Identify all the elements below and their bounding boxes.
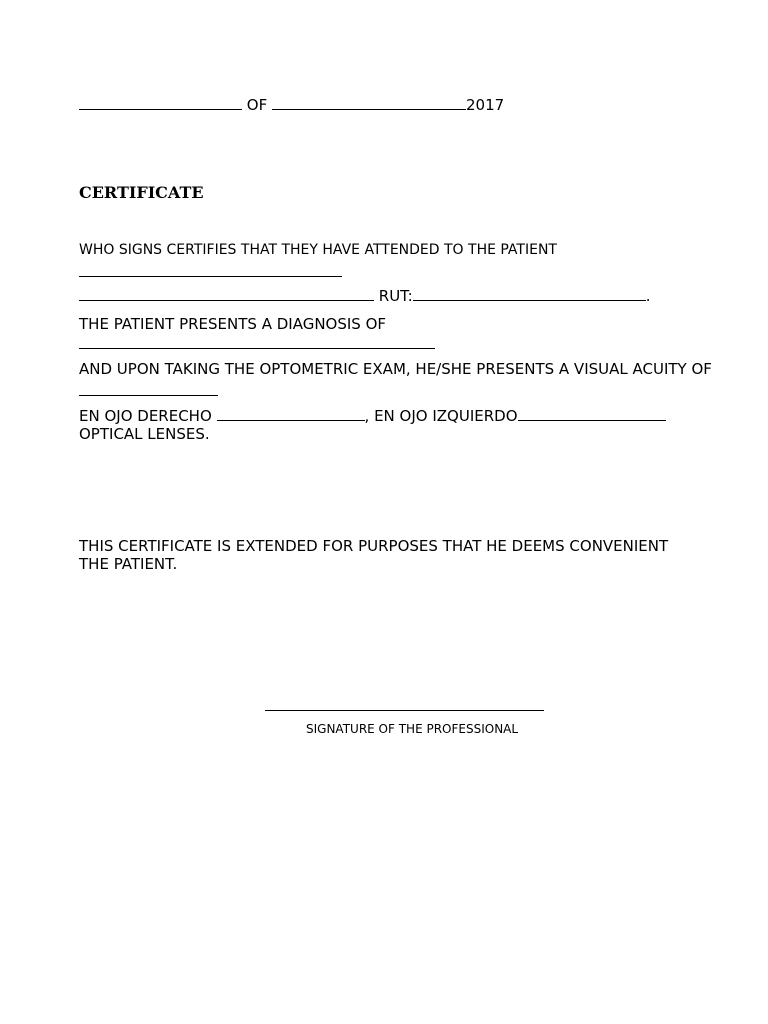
rut-label: RUT: <box>374 287 413 305</box>
year-text: 2017 <box>465 96 505 114</box>
acuity-blank[interactable] <box>79 383 218 396</box>
rut-end: . <box>645 287 651 305</box>
diagnosis-blank[interactable] <box>79 336 435 349</box>
rut-line <box>79 287 651 305</box>
closing-paragraph: THIS CERTIFICATE IS EXTENDED FOR PURPOSES THAT HE DEEMS CONVENIENT THE PATIENT. <box>79 537 669 573</box>
document-title: CERTIFICATE <box>79 183 204 202</box>
date-line <box>79 96 504 114</box>
right-eye-blank[interactable] <box>217 408 365 421</box>
diagnosis-text: THE PATIENT PRESENTS A DIAGNOSIS OF <box>79 315 387 333</box>
month-blank[interactable] <box>272 97 466 110</box>
day-blank[interactable] <box>79 97 242 110</box>
acuity-blank-line <box>79 382 218 400</box>
signature-line[interactable] <box>265 710 544 711</box>
lenses-text: OPTICAL LENSES. <box>79 425 210 443</box>
left-eye-label: , EN OJO IZQUIERDO <box>364 407 518 425</box>
rut-blank[interactable] <box>413 288 646 301</box>
attended-text: WHO SIGNS CERTIFIES THAT THEY HAVE ATTENDED TO THE PATIENT <box>79 242 557 258</box>
patient-name-blank[interactable] <box>79 264 342 277</box>
right-eye-label: EN OJO DERECHO <box>79 407 217 425</box>
diagnosis-blank-line <box>79 335 435 353</box>
of-label: OF <box>242 96 272 114</box>
patient-name-blank-2[interactable] <box>79 288 374 301</box>
signature-label: SIGNATURE OF THE PROFESSIONAL <box>306 722 519 736</box>
patient-blank-line <box>79 263 342 281</box>
eyes-line <box>79 407 666 425</box>
left-eye-blank[interactable] <box>518 408 666 421</box>
exam-text: AND UPON TAKING THE OPTOMETRIC EXAM, HE/SHE PRESENTS A VISUAL ACUITY OF <box>79 360 712 378</box>
